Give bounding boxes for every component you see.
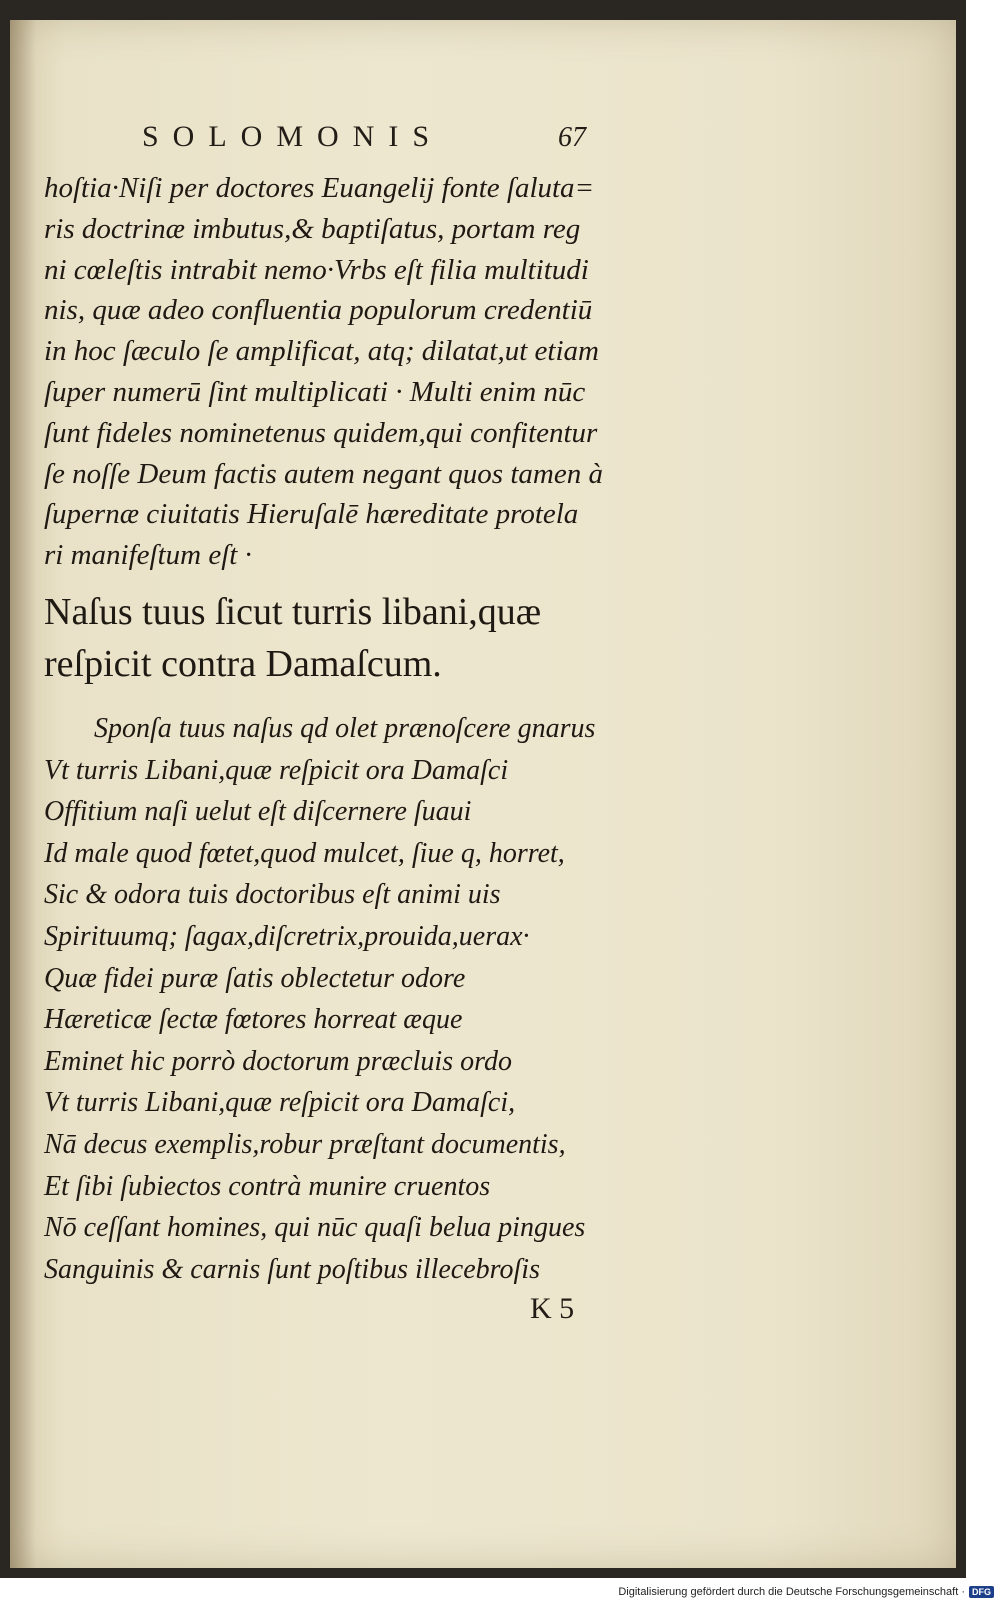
book-page	[10, 20, 956, 1568]
prose-line: ſuper numerū ſint multiplicati · Multi enim nūc	[44, 375, 586, 408]
prose-line: ſunt fideles nominetenus quidem,qui confitentur	[44, 416, 598, 449]
verse-line: Offitium naſi uelut eſt diſcernere ſuaui	[44, 796, 472, 828]
verse-line: Vt turris Libani,quæ reſpicit ora Damaſci,	[44, 1087, 516, 1119]
heading-line: Naſus tuus ſicut turris libani,quæ	[44, 590, 542, 633]
verse-line: Sponſa tuus naſus qd olet prænoſcere gnarus	[94, 712, 596, 744]
heading-line: reſpicit contra Damaſcum.	[44, 642, 442, 685]
verse-line: Vt turris Libani,quæ reſpicit ora Damaſci	[44, 754, 509, 786]
prose-line: hoſtia·Niſi per doctores Euangelij fonte ſaluta=	[44, 172, 595, 204]
prose-line: in hoc ſæculo ſe amplificat, atq; dilatat,ut etiam	[44, 335, 599, 368]
verse-line: Spirituumq; ſagax,diſcretrix,prouida,uerax·	[44, 920, 530, 952]
verse-line: Sanguinis & carnis ſunt poſtibus illecebroſis	[44, 1253, 540, 1285]
text-block	[44, 168, 664, 1290]
prose-line: ri manifeſtum eſt ·	[44, 539, 252, 572]
verse-line: Id male quod fœtet,quod mulcet, ſiue q, horret,	[44, 837, 565, 869]
prose-line: ris doctrinæ imbutus,& baptiſatus, portam reg	[44, 212, 581, 245]
verse-line: Quæ fidei puræ ſatis oblectetur odore	[44, 962, 466, 994]
prose-line: ni cœleſtis intrabit nemo·Vrbs eſt filia multitudi	[44, 253, 589, 286]
verse-line: Hæreticæ ſectæ fœtores horreat æque	[44, 1004, 463, 1036]
verse-block	[44, 708, 664, 1290]
verse-line: Et ſibi ſubiectos contrà munire cruentos	[44, 1170, 491, 1202]
running-head	[128, 116, 648, 160]
running-head-title: SOLOMONIS	[142, 120, 444, 153]
dfg-logo: DFG	[969, 1586, 994, 1598]
verse-line: Sic & odora tuis doctoribus eſt animi uis	[44, 879, 501, 911]
verse-line: Nō ceſſant homines, qui nūc quaſi belua pingues	[44, 1212, 586, 1244]
digitization-credit	[618, 1586, 994, 1598]
signature-mark: K 5	[530, 1292, 575, 1325]
scripture-heading	[44, 586, 664, 690]
prose-line: ſupernæ ciuitatis Hieruſalē hæreditate protela	[44, 498, 579, 531]
verse-line: Eminet hic porrò doctorum præcluis ordo	[44, 1045, 512, 1077]
commentary-prose	[44, 168, 664, 576]
spine-shadow	[10, 20, 36, 1568]
credit-text: Digitalisierung gefördert durch die Deutsche Forschungsgemeinschaft ·	[618, 1586, 965, 1598]
prose-line: ſe noſſe Deum factis autem negant quos tamen à	[44, 457, 603, 490]
page-number: 67	[558, 122, 586, 153]
verse-line: Nā decus exemplis,robur præſtant documentis,	[44, 1128, 566, 1160]
prose-line: nis, quæ adeo confluentia populorum credentiū	[44, 294, 593, 327]
